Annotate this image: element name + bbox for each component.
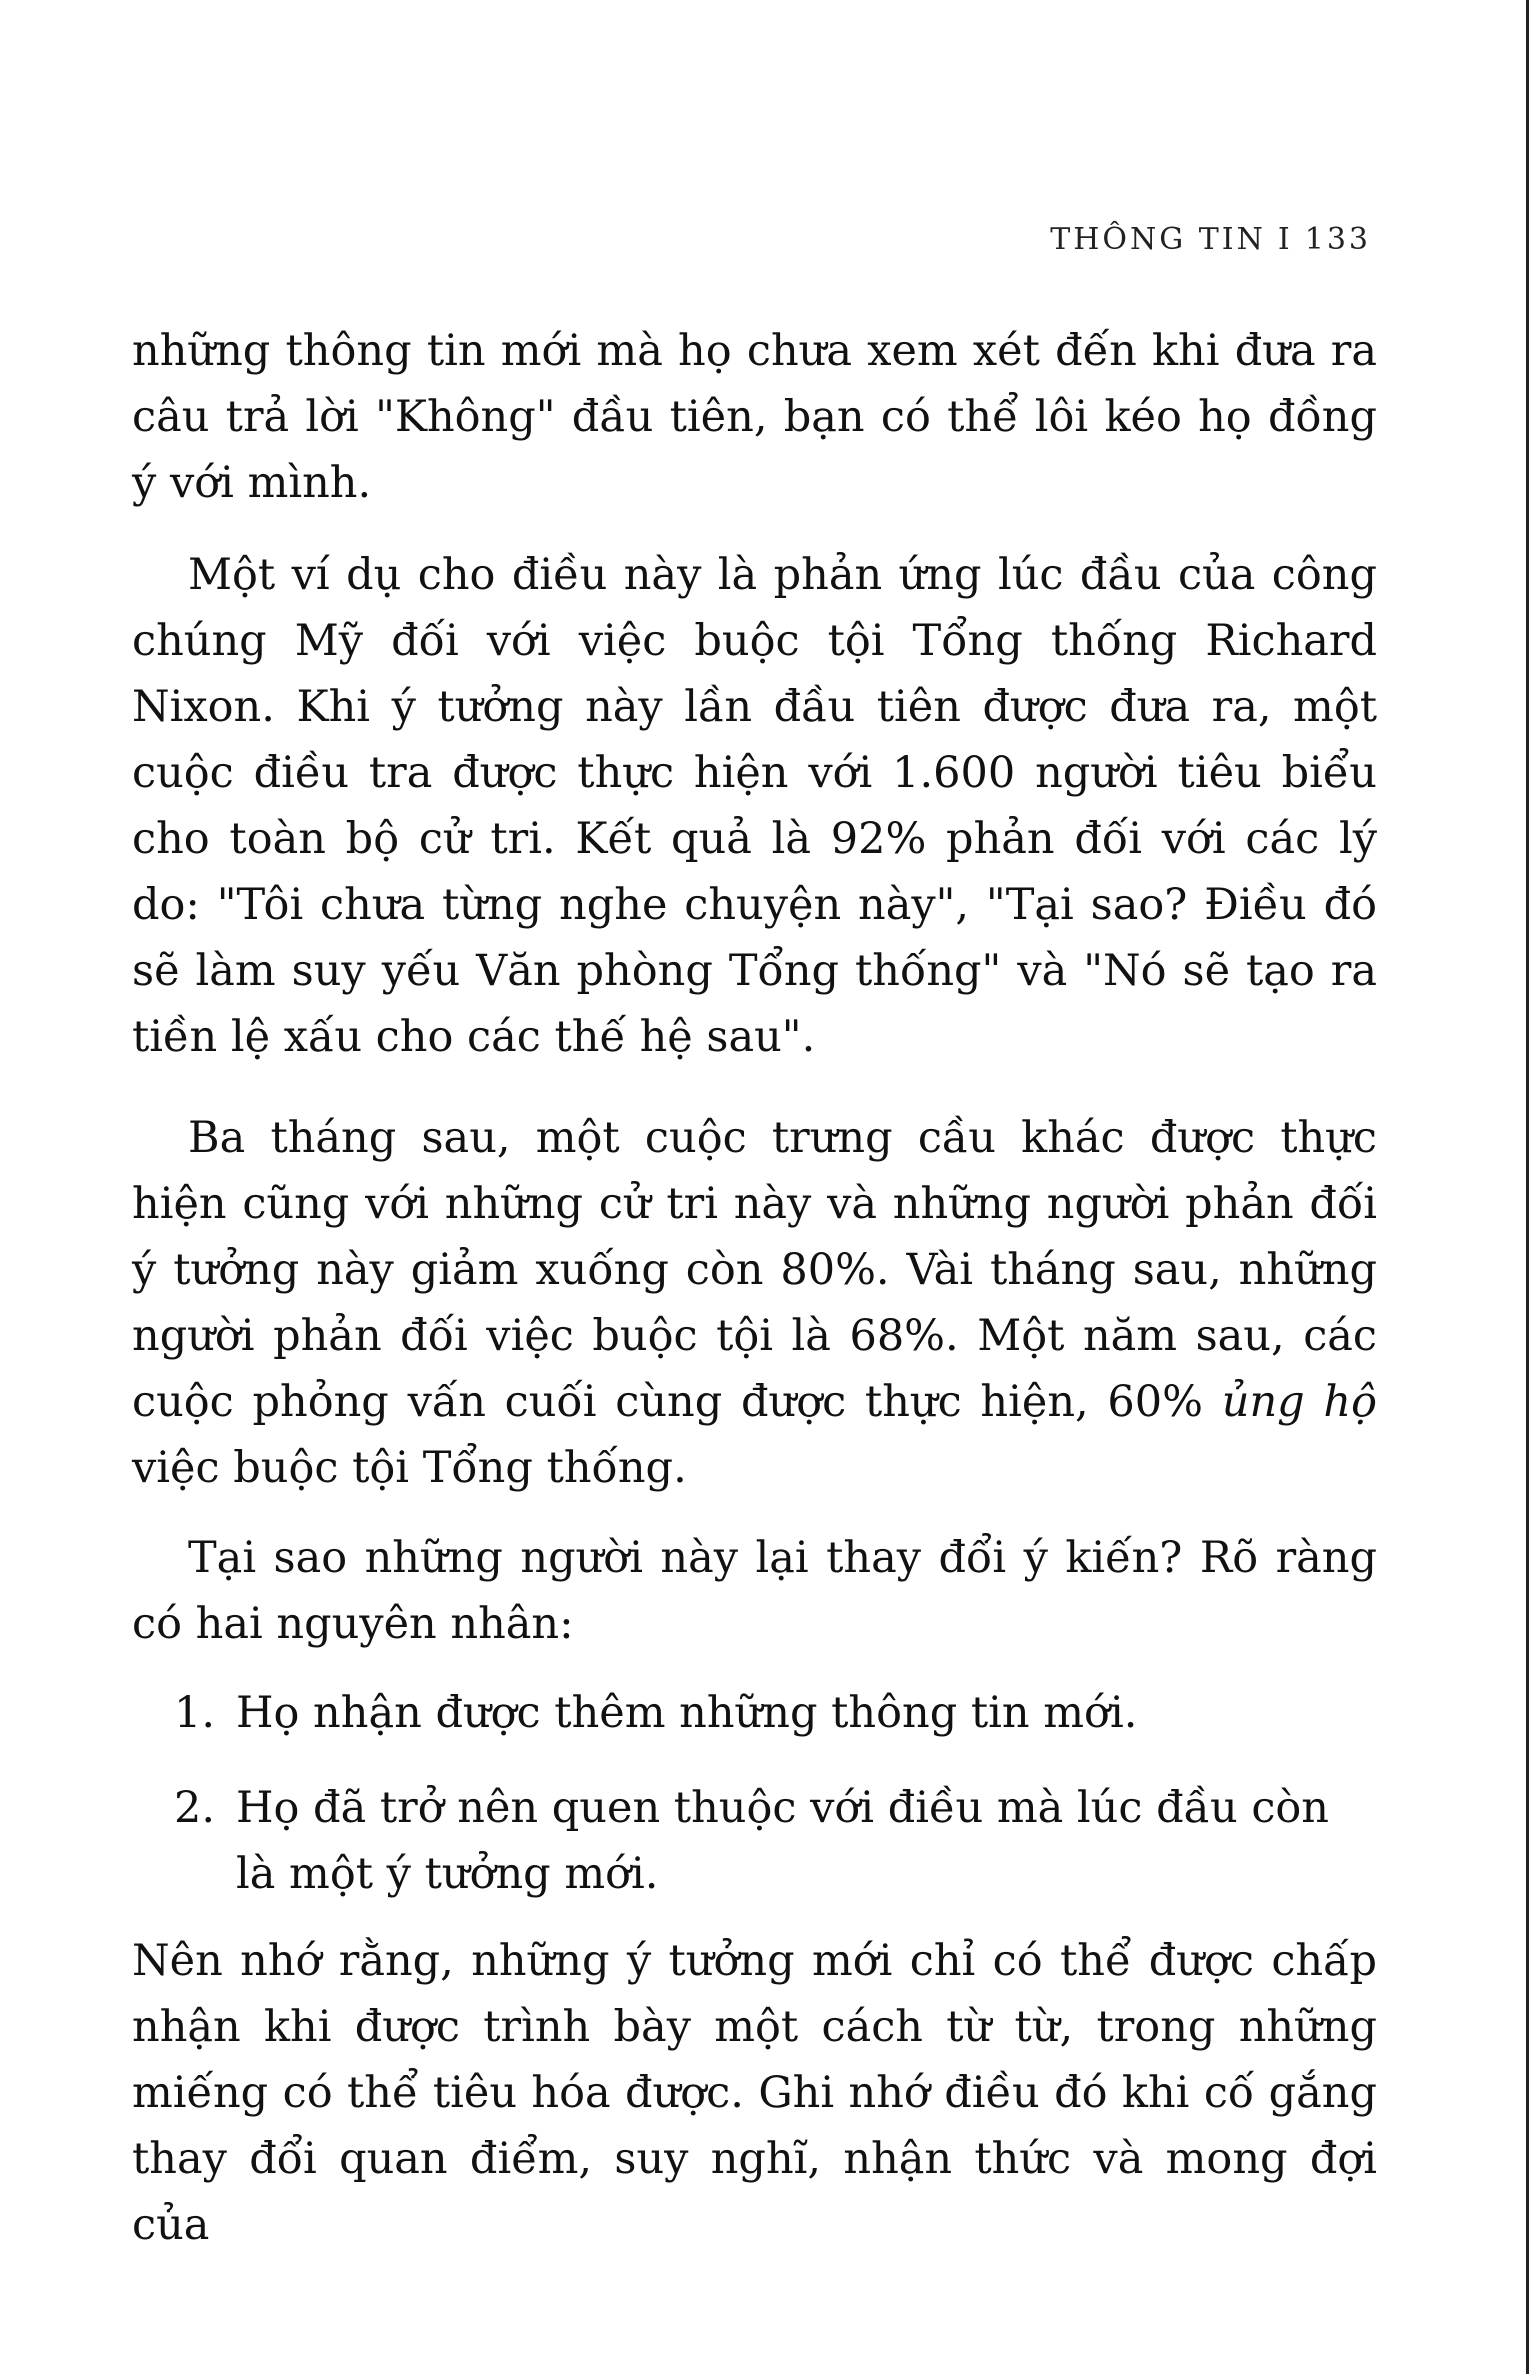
paragraph-nixon-example: Một ví dụ cho điều này là phản ứng lúc đầu của công chúng Mỹ đối với việc buộc tội Tổng thống Richard Nixon. Khi ý tưởng này lần đầu tiên được đưa ra, một cuộc điều tra được thực hiện với 1.600 người tiêu biểu cho toàn bộ cử tri. Kết quả là 92% phản đối với các lý do: "Tôi chưa từng nghe chuyện này", "Tại sao? Điều đó sẽ làm suy yếu Văn phòng Tổng thống" và "Nó sẽ tạo ra tiền lệ xấu cho các thế hệ sau". (132, 550, 1377, 1062)
list-number: 2. (174, 1783, 216, 1833)
list-item (132, 1680, 1377, 1746)
list-item (132, 1775, 1377, 1907)
header-separator: I (1277, 222, 1293, 257)
reasons-list-item-2 (132, 1775, 1377, 1907)
paragraph-question: Tại sao những người này lại thay đổi ý kiến? Rõ ràng có hai nguyên nhân: (132, 1533, 1377, 1649)
list-item-text: Họ nhận được thêm những thông tin mới. (236, 1688, 1138, 1738)
reasons-list-item-1 (132, 1680, 1377, 1746)
paragraph-survey-results (132, 1105, 1377, 1501)
list-number: 1. (174, 1688, 216, 1738)
survey-text-start: Ba tháng sau, một cuộc trưng cầu khác được thực hiện cũng với những cử tri này và những người phản đối ý tưởng này giảm xuống còn 80%. Vài tháng sau, những người phản đối việc buộc tội là 68%. Một năm sau, các cuộc phỏng vấn cuối cùng được thực hiện, 60% (132, 1113, 1377, 1427)
paragraph-continuation: những thông tin mới mà họ chưa xem xét đến khi đưa ra câu trả lời "Không" đầu tiên, bạn có thể lôi kéo họ đồng ý với mình. (132, 326, 1377, 508)
italic-emphasis: ủng hộ (1221, 1377, 1377, 1427)
list-item-text: Họ đã trở nên quen thuộc với điều mà lúc đầu còn là một ý tưởng mới. (236, 1783, 1329, 1899)
paragraph-conclusion: Nên nhớ rằng, những ý tưởng mới chỉ có thể được chấp nhận khi được trình bày một cách từ từ, trong những miếng có thể tiêu hóa được. Ghi nhớ điều đó khi cố gắng thay đổi quan điểm, suy nghĩ, nhận thức và mong đợi của (132, 1936, 1377, 2250)
page-edge-rule (1526, 0, 1529, 2374)
running-header (1050, 222, 1371, 257)
page-number: 133 (1304, 222, 1371, 257)
section-title: THÔNG TIN (1050, 222, 1266, 257)
survey-text-end: việc buộc tội Tổng thống. (132, 1443, 687, 1493)
